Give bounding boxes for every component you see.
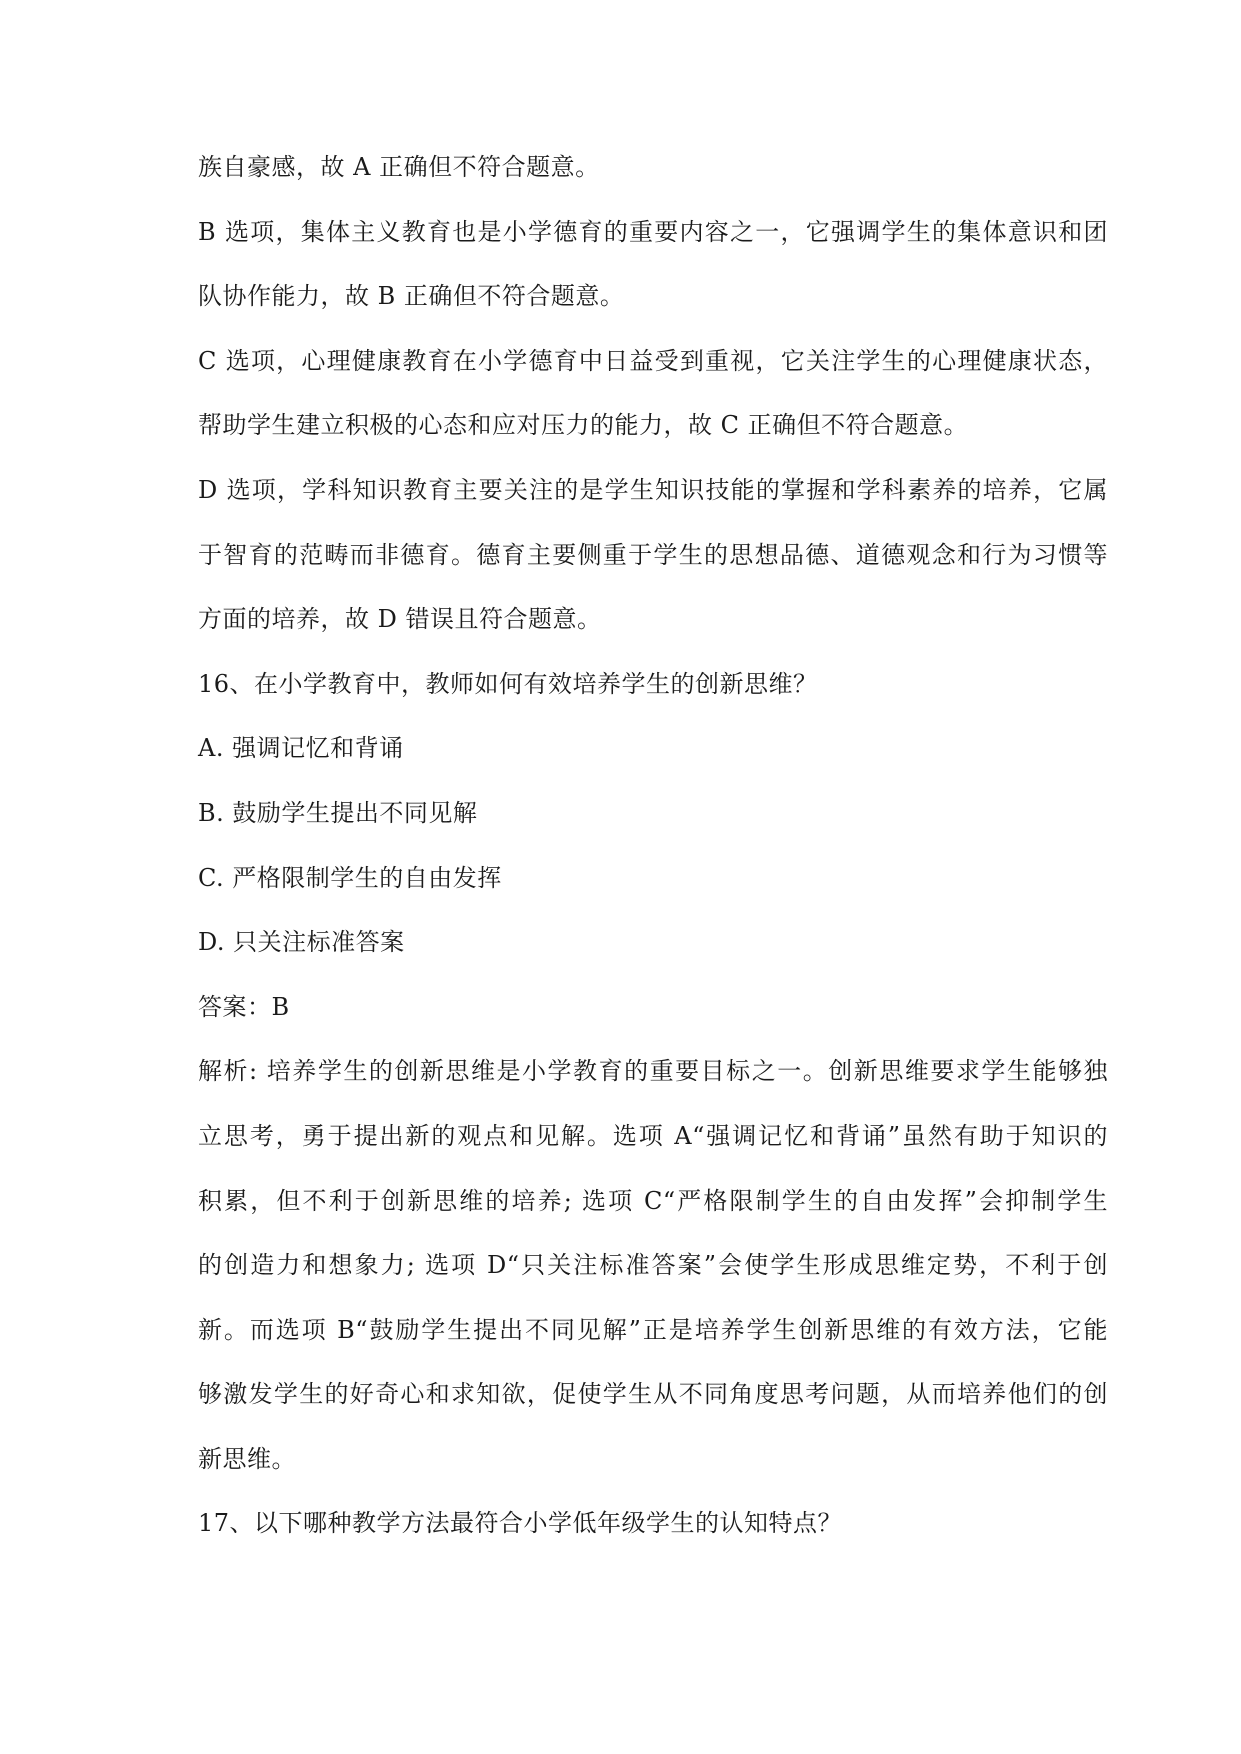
text-line-1: 族自豪感，故 A 正确但不符合题意。 [198,153,600,181]
question-16-stem: 16、在小学教育中，教师如何有效培养学生的创新思维？ [198,669,818,698]
analysis-line-1: 解析: 培养学生的创新思维是小学教育的重要目标之一。创新思维要求学生能够独 [198,1057,1108,1086]
question-16-option-b: B. 鼓励学生提出不同见解 [198,798,478,827]
text-line-2: B 选项，集体主义教育也是小学德育的重要内容之一，它强调学生的集体意识和团 [198,217,1108,246]
text-line-3: 队协作能力，故 B 正确但不符合题意。 [198,282,625,311]
question-16-option-a: A. 强调记忆和背诵 [198,734,404,763]
analysis-line-6: 够激发学生的好奇心和求知欲，促使学生从不同角度思考问题，从而培养他们的创 [198,1380,1108,1409]
text-line-5: 帮助学生建立积极的心态和应对压力的能力，故 C 正确但不符合题意。 [198,411,969,440]
text-line-8: 方面的培养，故 D 错误且符合题意。 [198,605,602,634]
analysis-line-7: 新思维。 [198,1444,296,1473]
analysis-line-2: 立思考，勇于提出新的观点和见解。选项 A“强调记忆和背诵”虽然有助于知识的 [198,1121,1108,1150]
question-16-option-d: D. 只关注标准答案 [198,928,405,957]
analysis-line-3: 积累，但不利于创新思维的培养; 选项 C“严格限制学生的自由发挥”会抑制学生 [198,1186,1108,1215]
question-17-stem: 17、以下哪种教学方法最符合小学低年级学生的认知特点？ [198,1509,843,1538]
text-line-7: 于智育的范畴而非德育。德育主要侧重于学生的思想品德、道德观念和行为习惯等 [198,540,1108,569]
text-line-6: D 选项，学科知识教育主要关注的是学生知识技能的掌握和学科素养的培养，它属 [198,475,1108,504]
question-16-option-c: C. 严格限制学生的自由发挥 [198,863,502,892]
analysis-line-4: 的创造力和想象力; 选项 D“只关注标准答案”会使学生形成思维定势，不利于创 [198,1251,1108,1280]
question-16-answer: 答案：B [198,992,290,1021]
analysis-line-5: 新。而选项 B“鼓励学生提出不同见解”正是培养学生创新思维的有效方法，它能 [198,1315,1108,1344]
page-content [198,135,1108,1556]
text-line-4: C 选项，心理健康教育在小学德育中日益受到重视，它关注学生的心理健康状态， [198,346,1108,375]
